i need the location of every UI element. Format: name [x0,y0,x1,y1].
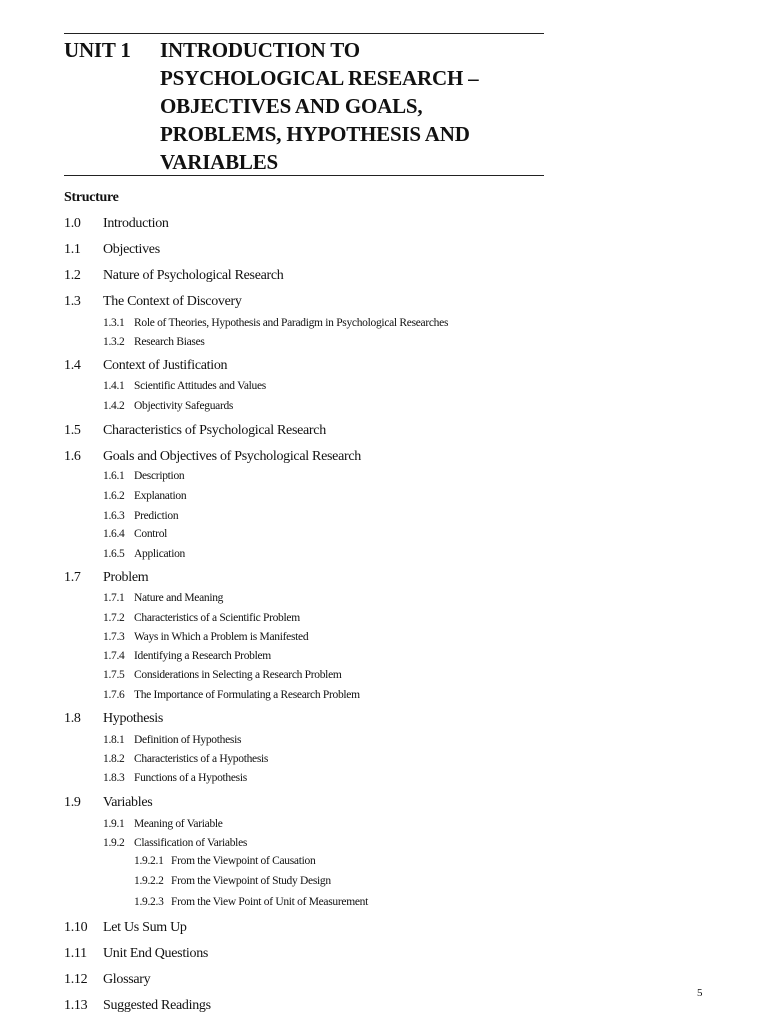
toc-entry-number: 1.1 [64,242,81,257]
toc-entry-number: 1.3.2 [103,336,125,348]
toc-entry-number: 1.9 [64,795,81,810]
toc-entry-number: 1.6.1 [103,470,125,482]
toc-entry-title: Classification of Variables [134,837,248,849]
toc-entry-number: 1.6.4 [103,528,125,540]
toc-entry-title: Functions of a Hypothesis [134,772,247,784]
unit-title-line: PROBLEMS, HYPOTHESIS AND [160,122,470,146]
toc-entry-title: Glossary [103,972,151,987]
toc-entry-title: Research Biases [134,336,205,348]
toc-entry-title: Objectivity Safeguards [134,400,234,412]
toc-entry-title: Ways in Which a Problem is Manifested [134,631,309,643]
toc-entry-title: From the Viewpoint of Causation [171,855,316,867]
toc-entry-title: Application [134,548,185,560]
toc-entry-title: The Context of Discovery [103,294,242,309]
toc-entry-title: Suggested Readings [103,998,211,1013]
unit-title-line: VARIABLES [160,150,279,174]
toc-entry-number: 1.6 [64,449,81,464]
toc-entry-number: 1.7.6 [103,689,125,701]
toc-entry-title: Identifying a Research Problem [134,650,271,662]
toc-entry-number: 1.8.3 [103,772,125,784]
unit-title [160,36,550,176]
toc-entry-number: 1.9.2 [103,837,125,849]
toc-entry-number: 1.9.2.1 [134,855,164,867]
toc-entry-title: Variables [103,795,153,810]
toc-entry-title: From the View Point of Unit of Measurement [171,896,368,908]
toc-entry-number: 1.3.1 [103,317,125,329]
toc-entry-number: 1.7.3 [103,631,125,643]
toc-entry-number: 1.11 [64,946,87,961]
toc-entry-number: 1.6.5 [103,548,125,560]
toc-entry-title: Control [134,528,168,540]
toc-entry-title: Problem [103,570,149,585]
toc-entry-title: Definition of Hypothesis [134,734,242,746]
header-bottom-rule [64,175,544,176]
toc-entry-number: 1.9.1 [103,818,125,830]
toc-entry-number: 1.7 [64,570,81,585]
toc-entry-title: Characteristics of a Hypothesis [134,753,269,765]
toc-entry-title: Considerations in Selecting a Research Problem [134,669,342,681]
toc-entry-number: 1.5 [64,423,81,438]
page-number: 5 [697,987,703,999]
header-top-rule [64,33,544,34]
toc-entry-title: Goals and Objectives of Psychological Research [103,449,361,464]
toc-entry-number: 1.8.2 [103,753,125,765]
toc-entry-number: 1.8.1 [103,734,125,746]
unit-title-line: PSYCHOLOGICAL RESEARCH – [160,66,479,90]
toc-entry-number: 1.2 [64,268,81,283]
toc-entry-title: Description [134,470,185,482]
toc-entry-title: The Importance of Formulating a Research Problem [134,689,360,701]
toc-entry-title: Prediction [134,510,179,522]
toc-entry-number: 1.6.2 [103,490,125,502]
toc-entry-number: 1.6.3 [103,510,125,522]
toc-entry-number: 1.9.2.2 [134,875,164,887]
toc-entry-title: Nature and Meaning [134,592,224,604]
toc-entry-title: Introduction [103,216,169,231]
toc-entry-number: 1.7.1 [103,592,125,604]
toc-entry-title: Objectives [103,242,160,257]
toc-entry-number: 1.4 [64,358,81,373]
toc-entry-number: 1.4.2 [103,400,125,412]
toc-entry-title: Scientific Attitudes and Values [134,380,266,392]
toc-entry-number: 1.7.4 [103,650,125,662]
toc-entry-title: Characteristics of a Scientific Problem [134,612,300,624]
toc-entry-number: 1.9.2.3 [134,896,164,908]
toc-entry-number: 1.4.1 [103,380,125,392]
unit-title-line: OBJECTIVES AND GOALS, [160,94,423,118]
toc-entry-title: Explanation [134,490,187,502]
toc-entry-number: 1.12 [64,972,88,987]
toc-entry-title: Role of Theories, Hypothesis and Paradigm in Psychological Researches [134,317,449,329]
unit-label: UNIT 1 [64,38,131,62]
toc-entry-title: Meaning of Variable [134,818,223,830]
toc-entry-title: Unit End Questions [103,946,209,961]
toc-entry-title: Nature of Psychological Research [103,268,284,283]
toc-entry-number: 1.7.2 [103,612,125,624]
toc-entry-number: 1.7.5 [103,669,125,681]
toc-entry-number: 1.10 [64,920,88,935]
toc-entry-title: Characteristics of Psychological Research [103,423,326,438]
unit-title-line: INTRODUCTION TO [160,38,360,62]
toc-entry-title: Let Us Sum Up [103,920,187,935]
toc-entry-title: Hypothesis [103,711,164,726]
toc-entry-number: 1.8 [64,711,81,726]
toc-entry-title: From the Viewpoint of Study Design [171,875,331,887]
toc-entry-number: 1.3 [64,294,81,309]
toc-entry-number: 1.0 [64,216,81,231]
toc-entry-title: Context of Justification [103,358,228,373]
toc-entry-number: 1.13 [64,998,88,1013]
structure-heading: Structure [64,190,119,205]
